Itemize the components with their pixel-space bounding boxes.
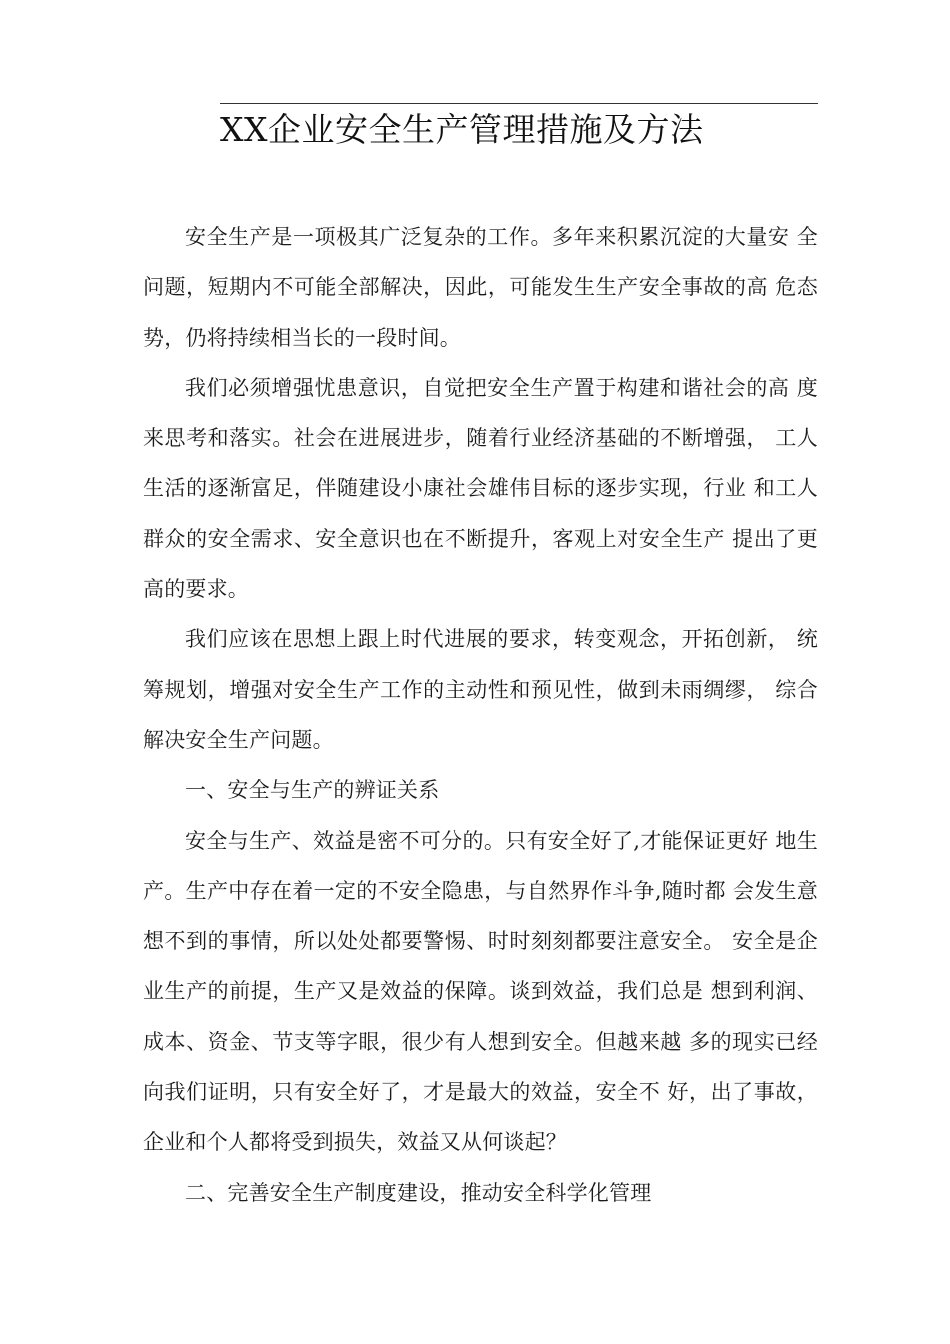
intro-paragraph-1: 安全生产是一项极其广泛复杂的工作。多年来积累沉淀的大量安 全问题，短期内不可能全部解决，因此，可能发生生产安全事故的高 危态势，仍将持续相当长的一段时间。	[143, 225, 818, 350]
document-body	[143, 212, 818, 1218]
header-rule	[220, 103, 818, 104]
section-1-paragraph: 安全与生产、效益是密不可分的。只有安全好了,才能保证更好 地生产。生产中存在着一定的不安全隐患，与自然界作斗争,随时都 会发生意想不到的事情，所以处处都要警惕、时时刻刻都要注意安全。 安全是企业生产的前提，生产又是效益的保障。谈到效益，我们总是 想到利润、成本、资金、节支等字眼，很少有人想到安全。但越来越 多的现实已经向我们证明，只有安全好了，才是最大的效益，安全不 好，出了事故，企业和个人都将受到损失，效益又从何谈起？	[143, 828, 818, 1155]
intro-paragraph-2: 我们必须增强忧患意识，自觉把安全生产置于构建和谐社会的高 度来思考和落实。社会在进展进步，随着行业经济基础的不断增强， 工人生活的逐渐富足，伴随建设小康社会雄伟目标的逐步实现，行业 和工人群众的安全需求、安全意识也在不断提升，客观上对安全生产 提出了更高的要求。	[143, 375, 818, 602]
section-1-heading: 一、安全与生产的辨证关系	[185, 778, 440, 803]
document-title: XX企业安全生产管理措施及方法	[220, 110, 704, 149]
section-2-heading: 二、完善安全生产制度建设，推动安全科学化管理	[185, 1180, 652, 1205]
intro-paragraph-3: 我们应该在思想上跟上时代进展的要求，转变观念，开拓创新， 统筹规划，增强对安全生产工作的主动性和预见性，做到未雨绸缪， 综合解决安全生产问题。	[143, 627, 818, 752]
